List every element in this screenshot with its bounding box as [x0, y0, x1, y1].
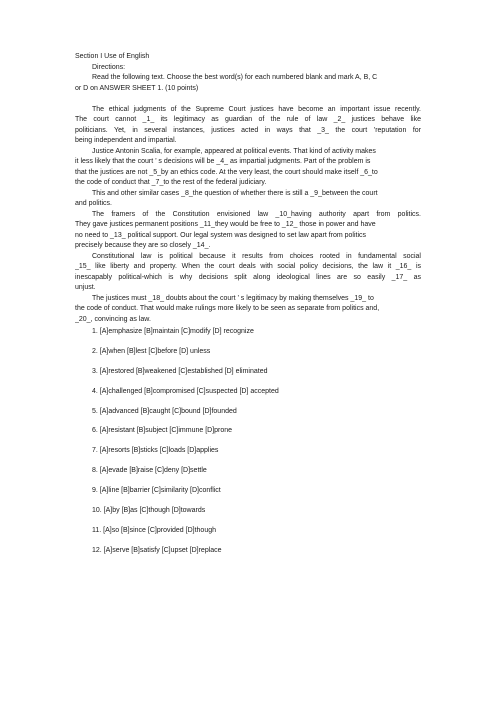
- paragraph-line: and politics.: [75, 200, 112, 207]
- paragraph-3: [75, 189, 421, 210]
- paragraph-line: The ethical judgments of the Supreme Court justices have become an important issue recently.: [92, 105, 421, 113]
- paragraph-4: [75, 210, 421, 252]
- paragraph-line: politicians. Yet, in several instances, justices acted in ways that _3_ the court ’reputation for: [75, 126, 421, 134]
- paragraph-line: Justice Antonin Scalia, for example, appeared at political events. That kind of activity makes: [92, 147, 376, 155]
- directions-text-cont: or D on ANSWER SHEET 1. (10 points): [75, 84, 199, 92]
- paragraph-1: [75, 105, 421, 147]
- option-item-5: 5. [A]advanced [B]caught [C]bound [D]founded: [92, 407, 237, 415]
- paragraph-line: no need to _13_ political support. Our legal system was designed to set law apart from politics: [75, 231, 367, 239]
- option-item-11: 11. [A]so [B]since [C]provided [D]though: [92, 526, 216, 534]
- option-item-10: 10. [A]by [B]as [C]though [D]towards: [92, 507, 206, 515]
- paragraph-line: The framers of the Constitution envisioned law _10_having authority apart from politics.: [92, 210, 421, 218]
- option-item-6: 6. [A]resistant [B]subject [C]immune [D]prone: [92, 427, 233, 435]
- paragraph-line: Constitutional law is political because it results from choices rooted in fundamental social: [92, 252, 421, 260]
- option-item-1: 1. [A]emphasize [B]maintain [C]modify [D] recognize: [92, 328, 254, 335]
- paragraph-line: the code of conduct. That would make rulings more likely to be seen as separate from politics and,: [75, 305, 380, 312]
- paragraph-6: [75, 294, 421, 326]
- paragraph-line: being independent and impartial.: [75, 137, 177, 144]
- option-item-2: 2. [A]when [B]lest [C]before [D] unless: [92, 347, 211, 355]
- paragraph-line: it less likely that the court ’ s decisions will be _4_ as impartial judgments. Part of the problem is: [75, 158, 371, 165]
- paragraph-line: _15_ like liberty and property. When the court deals with social policy decisions, the law it _16_ is: [75, 263, 421, 270]
- paragraph-line: The court cannot _1_ its legitimacy as guardian of the rule of law _2_ justices behave like: [75, 116, 421, 123]
- paragraph-line: the code of conduct that _7_to the rest of the federal judiciary.: [75, 179, 267, 186]
- paragraph-line: precisely because they are so closely _14_.: [75, 242, 211, 249]
- paragraph-line: unjust.: [75, 284, 96, 291]
- section-title: Section I Use of English: [75, 53, 150, 60]
- options-list: [75, 327, 421, 556]
- option-item-7: 7. [A]resorts [B]sticks [C]loads [D]applies: [92, 447, 219, 455]
- paragraph-line: This and other similar cases _8_the question of whether there is still a _9_between the court: [92, 189, 378, 197]
- paragraph-5: [75, 252, 421, 294]
- paragraph-line: _20_, convincing as law.: [75, 315, 151, 323]
- spacer: [75, 94, 421, 105]
- option-item-9: 9. [A]line [B]barrier [C]similarity [D]conflict: [92, 487, 221, 495]
- option-item-4: 4. [A]challenged [B]compromised [C]suspected [D] accepted: [92, 387, 279, 395]
- paragraph-line: inescapably political-which is why decisions split along ideological lines are so easily _17_ as: [75, 273, 421, 281]
- directions-label: Directions:: [92, 63, 126, 71]
- directions-text: Read the following text. Choose the best word(s) for each numbered blank and mark A, B, C: [92, 74, 378, 81]
- option-item-8: 8. [A]evade [B]raise [C]deny [D]settle: [92, 467, 207, 475]
- option-item-12: 12. [A]serve [B]satisfy [C]upset [D]replace: [92, 546, 222, 554]
- paragraph-2: [75, 147, 421, 189]
- option-item-3: 3. [A]restored [B]weakened [C]established [D] eliminated: [92, 367, 268, 375]
- paragraph-line: The justices must _18_ doubts about the court ’ s legitimacy by making themselves _19_ to: [92, 294, 374, 302]
- paragraph-line: They gave justices permanent positions _11_they would be free to _12_ those in power and have: [75, 221, 376, 228]
- paragraph-line: that the justices are not _5_by an ethics code. At the very least, the court should make itself _6_to: [75, 168, 378, 176]
- document-content: [75, 52, 421, 566]
